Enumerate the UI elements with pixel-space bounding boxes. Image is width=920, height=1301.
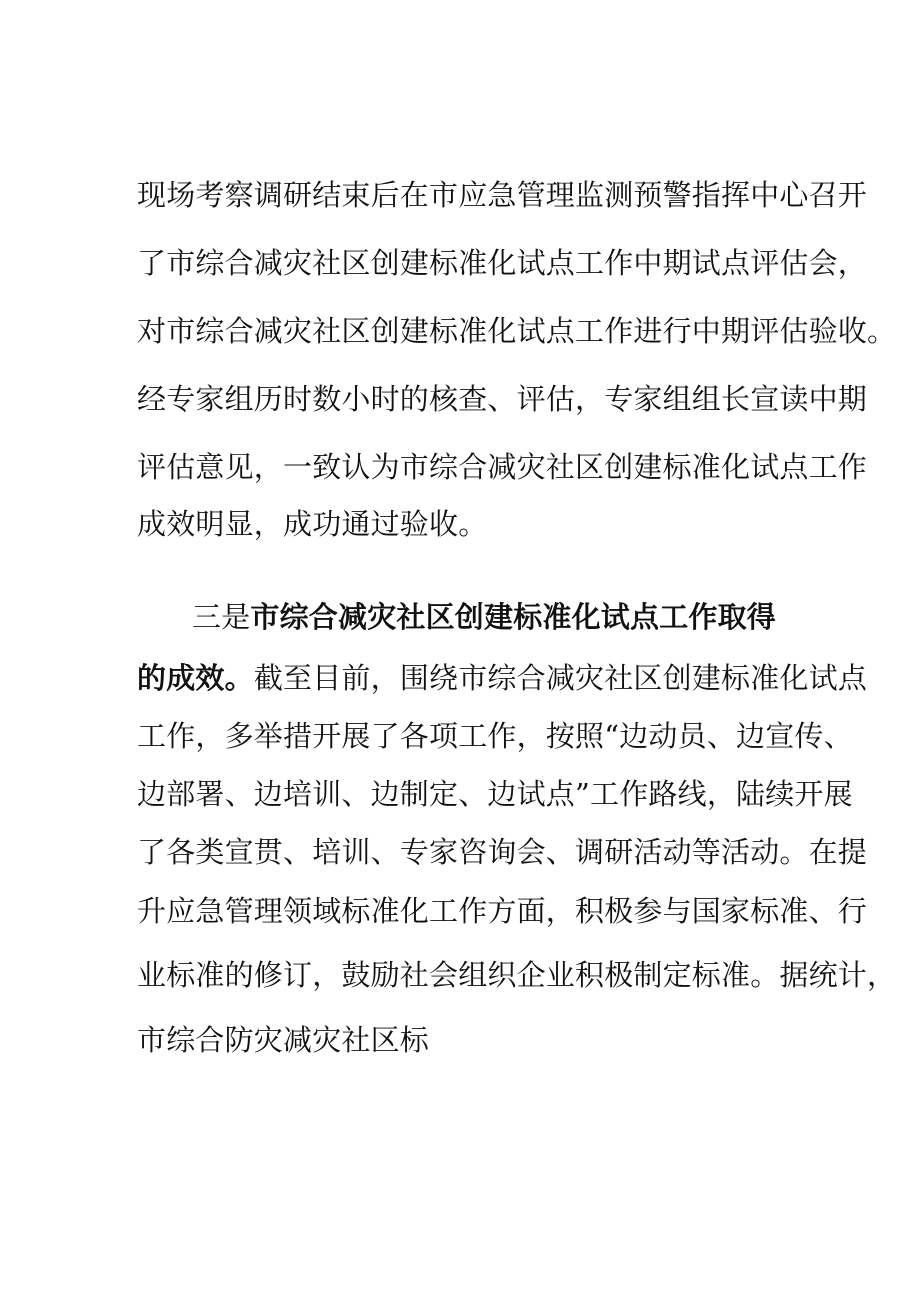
- paragraph-1-line-1: 现场考察调研结束后在市应急管理监测预警指挥中心召开: [137, 178, 868, 212]
- paragraph-1-line-4: 经专家组历时数小时的核查、评估，专家组组长宣读中期: [137, 382, 868, 416]
- paragraph-2-lead: 三是: [192, 600, 251, 634]
- paragraph-2-line-6: 升应急管理领域标准化工作方面，积极参与国家标准、行: [137, 894, 868, 928]
- paragraph-1-line-6: 成效明显，成功通过验收。: [137, 507, 488, 541]
- paragraph-2-line-1: [192, 599, 776, 635]
- paragraph-2-line-8: 市综合防灾减灾社区标: [137, 1023, 430, 1057]
- paragraph-1-line-5: 评估意见，一致认为市综合减灾社区创建标准化试点工作: [137, 450, 868, 484]
- paragraph-2-heading-end: 的成效。: [137, 661, 254, 695]
- paragraph-2-line-7: 业标准的修订，鼓励社会组织企业积极制定标准。据统计，: [137, 958, 897, 992]
- paragraph-2-line-3: 工作，多举措开展了各项工作，按照“边动员、边宣传、: [137, 719, 853, 753]
- paragraph-2-heading: 市综合减灾社区创建标准化试点工作取得: [250, 600, 777, 634]
- paragraph-2-line-5: 了各类宣贯、培训、专家咨询会、调研活动等活动。在提: [137, 835, 868, 869]
- paragraph-2-line-2: [137, 660, 867, 696]
- paragraph-2-line-4: 边部署、边培训、边制定、边试点”工作路线，陆续开展: [137, 777, 853, 811]
- paragraph-1-line-3: 对市综合减灾社区创建标准化试点工作进行中期评估验收。: [137, 314, 897, 348]
- paragraph-1-line-2: 了市综合减灾社区创建标准化试点工作中期试点评估会，: [137, 246, 868, 280]
- paragraph-2-line-2-text: 截至目前，围绕市综合减灾社区创建标准化试点: [253, 661, 868, 695]
